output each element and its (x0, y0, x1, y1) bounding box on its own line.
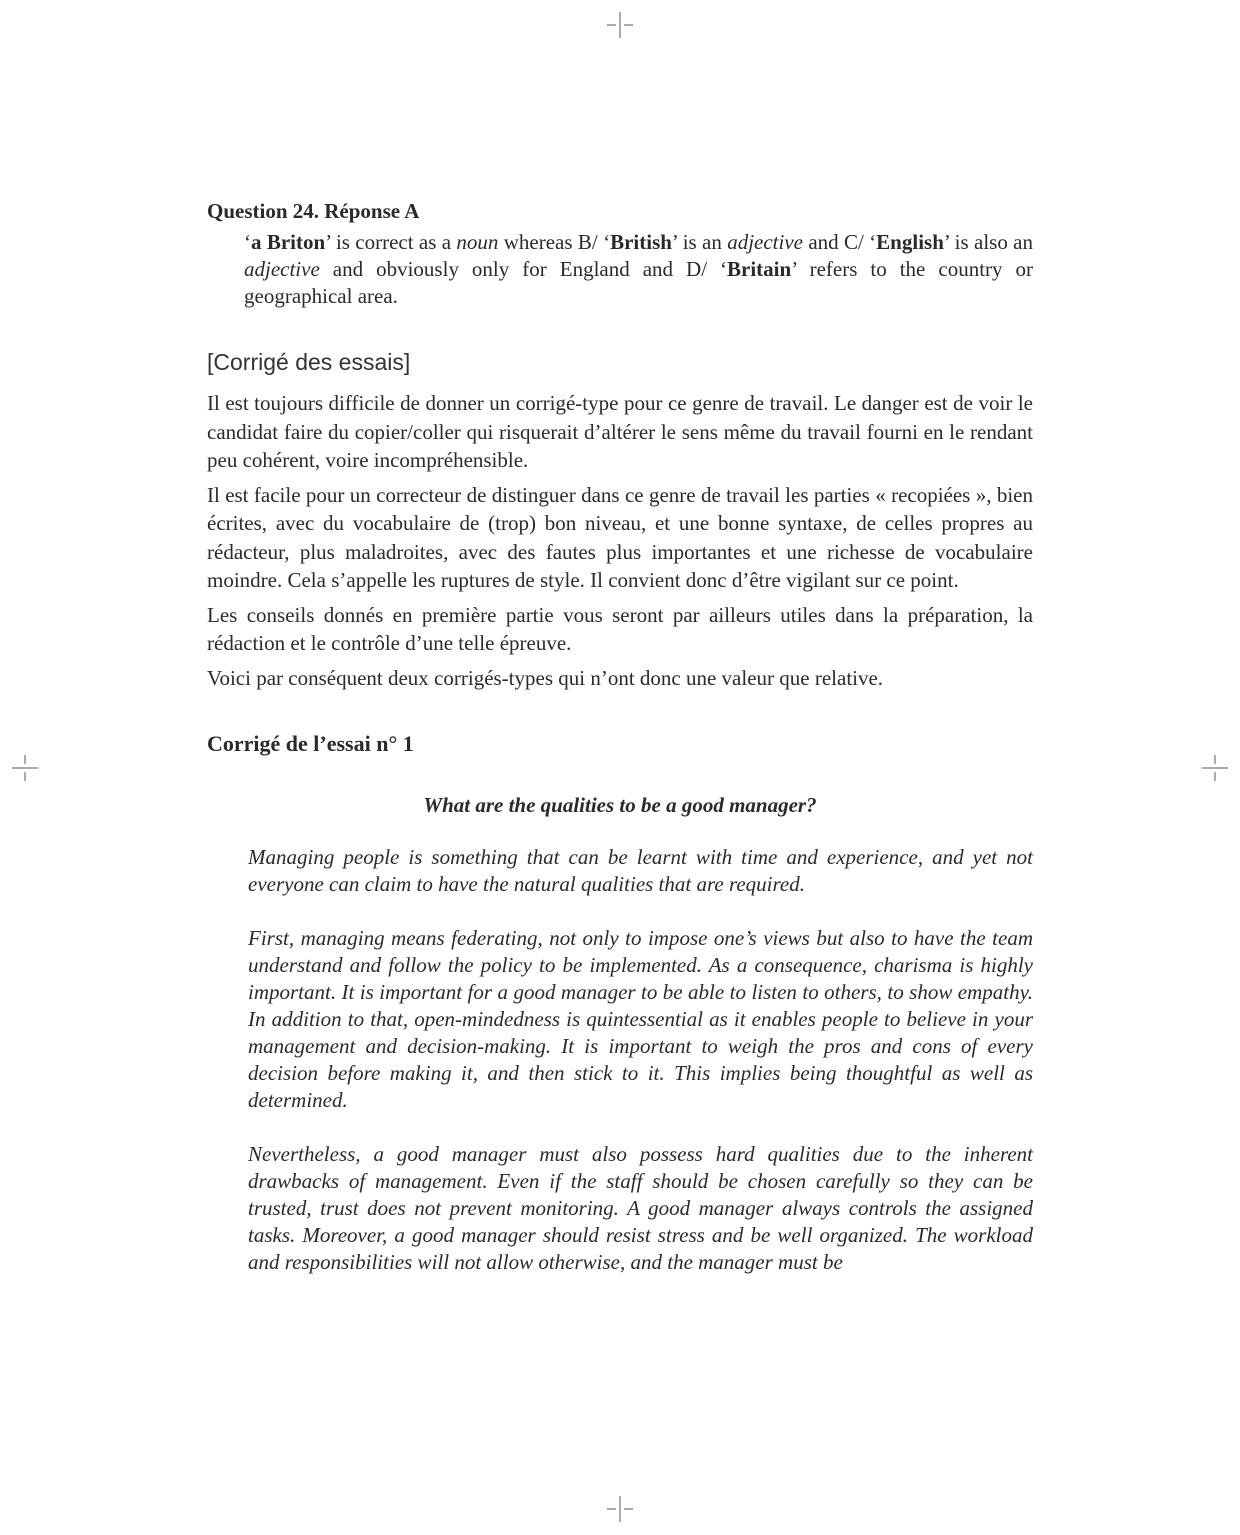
intro-paragraph: Voici par conséquent deux corrigés-types qui n’ont donc une valeur que relative. (207, 665, 884, 690)
term-british: British (610, 230, 672, 254)
question-heading: Question 24. Réponse A (207, 199, 420, 223)
term-english: English (876, 230, 944, 254)
term-briton: a Briton (251, 230, 326, 254)
page-content (207, 198, 1033, 1276)
section-title: [Corrigé des essais] (207, 349, 411, 375)
term-noun: noun (456, 230, 499, 254)
crop-mark-right (1200, 753, 1230, 783)
essay-paragraph: Nevertheless, a good manager must also possess hard qualities due to the inherent drawbacks of management. Even if the staff should be chosen carefully so they can be trusted, trust does not prevent monitoring. A good manager always controls the assigned tasks. Moreover, a good manager should resist stress and be well organized. The workload and responsibilities will not allow otherwise, and the manager must be (248, 1142, 1033, 1274)
text-run: ’ is an (671, 230, 728, 254)
text-run: and C/ ‘ (803, 230, 877, 254)
text-run: ’ refers to the country or geographical area. (244, 257, 1034, 308)
intro-paragraph: Il est facile pour un correcteur de distinguer dans ce genre de travail les parties « recopiées », bien écrites, avec du vocabulaire de (trop) bon niveau, et une bonne syntaxe, de celles propres au rédacteur, plus maladroites, avec des fautes plus importantes et une richesse de vocabulaire moindre. Cela s’appelle les ruptures de style. Il convient donc d’être vigilant sur ce point. (207, 482, 1033, 592)
essay-title: What are the qualities to be a good manager? (423, 793, 817, 817)
question-answer-text (244, 229, 1033, 310)
term-adjective: adjective (727, 230, 803, 254)
intro-paragraph: Il est toujours difficile de donner un corrigé-type pour ce genre de travail. Le danger est de voir le candidat faire du copier/coller qui risquerait d’altérer le sens même du travail fourni en le rendant peu cohérent, voire incompréhensible. (207, 391, 1033, 472)
essay-heading: Corrigé de l’essai n° 1 (207, 731, 414, 756)
text-run: ’ is also an (943, 230, 1033, 254)
intro-paragraph: Les conseils donnés en première partie vous seront par ailleurs utiles dans la préparation, la rédaction et le contrôle d’une telle épreuve. (207, 602, 1033, 655)
essay-paragraph: First, managing means federating, not only to impose one’s views but also to have the team understand and follow the policy to be implemented. As a consequence, charisma is highly important. It is important for a good manager to be able to listen to others, to show empathy. In addition to that, open-mindedness is quintessential as it enables people to believe in your management and decision-making. It is important to weigh the pros and cons of every decision before making it, and then stick to it. This implies being thoughtful as well as determined. (248, 926, 1033, 1112)
essay-paragraph: Managing people is something that can be learnt with time and experience, and yet not everyone can claim to have the natural qualities that are required. (248, 845, 1033, 896)
text-run: ’ is correct as a (325, 230, 457, 254)
term-adjective: adjective (244, 257, 320, 281)
text-run: ‘ (244, 230, 251, 254)
term-britain: Britain (727, 257, 792, 281)
crop-mark-bottom (605, 1494, 635, 1524)
text-run: whereas B/ ‘ (498, 230, 611, 254)
text-run: and obviously only for England and D/ ‘ (319, 257, 728, 281)
crop-mark-left (10, 753, 40, 783)
crop-mark-top (605, 10, 635, 40)
